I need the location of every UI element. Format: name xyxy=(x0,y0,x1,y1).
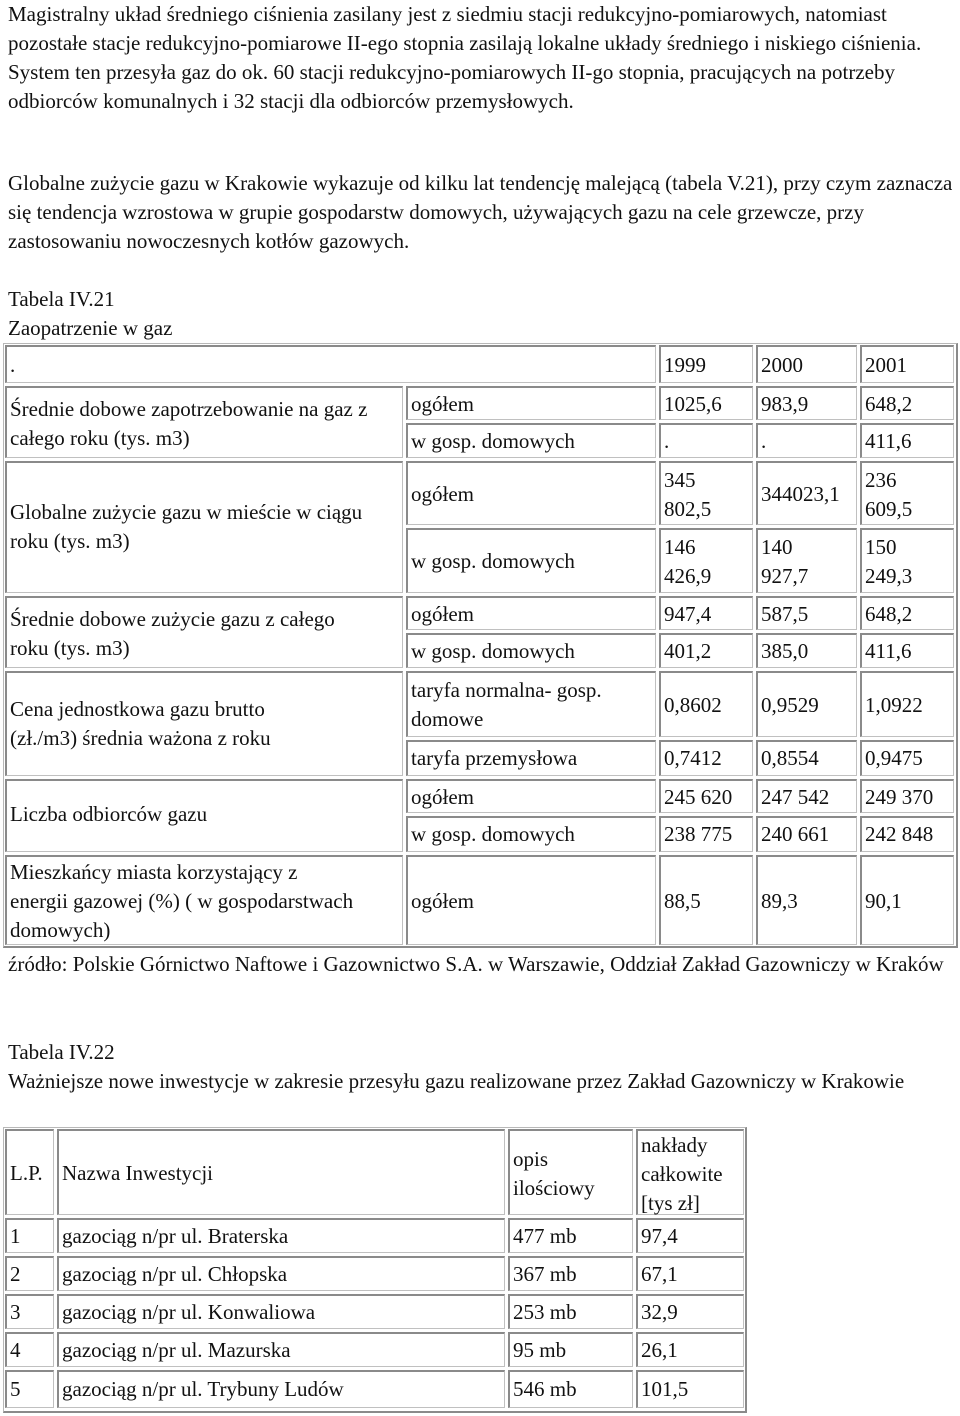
value: 1025,6 xyxy=(664,392,722,416)
subrow-type-cell xyxy=(406,633,656,668)
value-cell xyxy=(756,386,857,420)
subrow-type-cell xyxy=(406,671,656,737)
table-cell xyxy=(5,1370,54,1408)
table-header-cell xyxy=(860,345,954,383)
value: 146 426,9 xyxy=(664,535,712,588)
value: 587,5 xyxy=(761,602,809,626)
subrow-type-cell xyxy=(406,596,656,630)
table-cell xyxy=(636,1218,744,1253)
row-label: Globalne zużycie gazu w mieście w ciągu roku (tys. m3) xyxy=(10,500,363,553)
value: 1,0922 xyxy=(865,693,923,717)
year-header: 1999 xyxy=(664,353,706,377)
subrow-type: ogółem xyxy=(411,602,474,626)
subrow-type: ogółem xyxy=(411,889,474,913)
value-cell xyxy=(860,633,954,668)
subrow-type-cell xyxy=(406,855,656,945)
quantity: 477 mb xyxy=(513,1224,577,1248)
value-cell xyxy=(756,461,857,525)
table21-source: źródło: Polskie Górnictwo Naftowe i Gazownictwo S.A. w Warszawie, Oddział Zakład Gazowniczy w Kraków xyxy=(8,952,944,976)
value-cell xyxy=(659,633,753,668)
column-header: Nazwa Inwestycji xyxy=(62,1161,214,1185)
subrow-type: w gosp. domowych xyxy=(411,639,575,663)
year-header: 2000 xyxy=(761,353,803,377)
value-cell xyxy=(659,461,753,525)
value-cell xyxy=(659,855,753,945)
table-header-cell xyxy=(756,345,857,383)
value-cell xyxy=(860,461,954,525)
cost: 97,4 xyxy=(641,1224,678,1248)
value: 648,2 xyxy=(865,392,913,416)
table-cell xyxy=(5,1218,54,1253)
value: 238 775 xyxy=(664,822,733,846)
year-header: 2001 xyxy=(865,353,907,377)
table-header-cell xyxy=(508,1129,633,1215)
table-cell xyxy=(508,1332,633,1367)
value: 245 620 xyxy=(664,785,733,809)
table-cell xyxy=(508,1218,633,1253)
value-cell xyxy=(659,779,753,813)
value-cell xyxy=(756,816,857,852)
table-investments xyxy=(3,1127,747,1413)
row-label: Średnie dobowe zużycie gazu z całego roku (tys. m3) xyxy=(10,607,335,660)
value: 344023,1 xyxy=(761,482,840,506)
value-cell xyxy=(756,740,857,776)
value-cell xyxy=(659,671,753,737)
table-cell xyxy=(636,1332,744,1367)
cost: 26,1 xyxy=(641,1338,678,1362)
subrow-type: taryfa przemysłowa xyxy=(411,746,578,770)
value: 240 661 xyxy=(761,822,830,846)
value: 140 927,7 xyxy=(761,535,809,588)
subrow-type: ogółem xyxy=(411,482,474,506)
value-cell xyxy=(756,855,857,945)
subrow-type: ogółem xyxy=(411,785,474,809)
subrow-type: w gosp. domowych xyxy=(411,429,575,453)
value: 88,5 xyxy=(664,889,701,913)
value-cell xyxy=(860,596,954,630)
value: 401,2 xyxy=(664,639,712,663)
table-header-cell xyxy=(5,1129,54,1215)
table-corner-mark: . xyxy=(10,353,16,377)
row-label-cell xyxy=(5,596,403,668)
intro-paragraph-2: Globalne zużycie gazu w Krakowie wykazuje od kilku lat tendencję malejącą (tabela V.21), przy czym zaznacza się tendencja wzrostowa w grupie gospodarstw domowych, używających gazu na cele grzewcze, przy zastosowaniu nowoczesnych kotłów gazowych. xyxy=(8,171,953,253)
table-gas-supply xyxy=(3,343,958,948)
row-label-cell xyxy=(5,779,403,852)
value-cell xyxy=(860,386,954,420)
row-label-cell xyxy=(5,671,403,776)
row-label-cell xyxy=(5,461,403,593)
value-cell xyxy=(860,528,954,593)
investment-name: gazociąg n/pr ul. Trybuny Ludów xyxy=(62,1377,344,1401)
table22-title: Ważniejsze nowe inwestycje w zakresie przesyłu gazu realizowane przez Zakład Gazowniczy w Krakowie xyxy=(8,1069,905,1093)
row-label: Średnie dobowe zapotrzebowanie na gaz z całego roku (tys. m3) xyxy=(10,397,368,450)
value-cell xyxy=(659,386,753,420)
table-cell xyxy=(57,1294,505,1329)
subrow-type: ogółem xyxy=(411,392,474,416)
value-cell xyxy=(659,816,753,852)
quantity: 367 mb xyxy=(513,1262,577,1286)
investment-name: gazociąg n/pr ul. Braterska xyxy=(62,1224,289,1248)
table-header-cell xyxy=(5,345,656,383)
intro-paragraph-1: Magistralny układ średniego ciśnienia zasilany jest z siedmiu stacji redukcyjno-pomiarowych, natomiast pozostałe stacje redukcyjno-pomiarowe II-ego stopnia zasilają lokalne układy średniego i niskiego ciśnienia. System ten przesyła gaz do ok. 60 stacji redukcyjno-pomiarowych II-go stopnia, pracujących na potrzeby odbiorców komunalnych i 32 stacji dla odbiorców przemysłowych. xyxy=(8,2,922,113)
value: 0,8602 xyxy=(664,693,722,717)
subrow-type-cell xyxy=(406,528,656,593)
value-cell xyxy=(659,740,753,776)
subrow-type-cell xyxy=(406,779,656,813)
subrow-type-cell xyxy=(406,386,656,420)
row-label: Mieszkańcy miasta korzystający z energii gazowej (%) ( w gospodarstwach domowych) xyxy=(10,860,354,942)
value: 385,0 xyxy=(761,639,809,663)
value: 345 802,5 xyxy=(664,468,712,521)
value: . xyxy=(664,429,670,453)
table-cell xyxy=(508,1294,633,1329)
row-number: 1 xyxy=(10,1224,21,1248)
value-cell xyxy=(860,671,954,737)
value: . xyxy=(761,429,767,453)
column-header: opis ilościowy xyxy=(513,1147,595,1200)
value-cell xyxy=(756,633,857,668)
column-header: L.P. xyxy=(10,1161,43,1185)
value: 90,1 xyxy=(865,889,902,913)
subrow-type-cell xyxy=(406,461,656,525)
table-cell xyxy=(57,1218,505,1253)
investment-name: gazociąg n/pr ul. Mazurska xyxy=(62,1338,291,1362)
row-number: 2 xyxy=(10,1262,21,1286)
subrow-type: w gosp. domowych xyxy=(411,822,575,846)
row-number: 5 xyxy=(10,1377,21,1401)
table-cell xyxy=(508,1370,633,1408)
value: 947,4 xyxy=(664,602,712,626)
value-cell xyxy=(756,528,857,593)
value-cell xyxy=(860,779,954,813)
value-cell xyxy=(659,423,753,458)
value: 0,9475 xyxy=(865,746,923,770)
table-header-cell xyxy=(659,345,753,383)
quantity: 546 mb xyxy=(513,1377,577,1401)
table-cell xyxy=(636,1256,744,1291)
table21-label: Tabela IV.21 xyxy=(8,287,115,311)
value-cell xyxy=(860,816,954,852)
table22-label: Tabela IV.22 xyxy=(8,1040,115,1064)
table-cell xyxy=(5,1332,54,1367)
cost: 32,9 xyxy=(641,1300,678,1324)
table-cell xyxy=(57,1370,505,1408)
value: 150 249,3 xyxy=(865,535,913,588)
row-number: 4 xyxy=(10,1338,21,1362)
subrow-type-cell xyxy=(406,816,656,852)
value: 0,7412 xyxy=(664,746,722,770)
quantity: 253 mb xyxy=(513,1300,577,1324)
quantity: 95 mb xyxy=(513,1338,567,1362)
table-cell xyxy=(508,1256,633,1291)
value-cell xyxy=(756,779,857,813)
value-cell xyxy=(756,671,857,737)
value: 411,6 xyxy=(865,429,912,453)
row-label: Liczba odbiorców gazu xyxy=(10,802,208,826)
value: 411,6 xyxy=(865,639,912,663)
subrow-type-cell xyxy=(406,740,656,776)
table-header-cell xyxy=(57,1129,505,1215)
value: 247 542 xyxy=(761,785,830,809)
value-cell xyxy=(860,855,954,945)
table21-title: Zaopatrzenie w gaz xyxy=(8,316,173,340)
row-number: 3 xyxy=(10,1300,21,1324)
cost: 101,5 xyxy=(641,1377,689,1401)
value-cell xyxy=(659,596,753,630)
value: 236 609,5 xyxy=(865,468,913,521)
table-cell xyxy=(57,1256,505,1291)
cost: 67,1 xyxy=(641,1262,678,1286)
value: 89,3 xyxy=(761,889,798,913)
value-cell xyxy=(756,596,857,630)
subrow-type: taryfa normalna- gosp. domowe xyxy=(411,678,602,731)
table-cell xyxy=(636,1294,744,1329)
investment-name: gazociąg n/pr ul. Chłopska xyxy=(62,1262,288,1286)
table-cell xyxy=(5,1256,54,1291)
value-cell xyxy=(860,423,954,458)
row-label-cell xyxy=(5,855,403,945)
subrow-type: w gosp. domowych xyxy=(411,549,575,573)
table-header-cell xyxy=(636,1129,744,1215)
table-cell xyxy=(5,1294,54,1329)
value: 0,8554 xyxy=(761,746,819,770)
value: 0,9529 xyxy=(761,693,819,717)
value-cell xyxy=(659,528,753,593)
row-label-cell xyxy=(5,386,403,458)
table-cell xyxy=(57,1332,505,1367)
value-cell xyxy=(756,423,857,458)
subrow-type-cell xyxy=(406,423,656,458)
investment-name: gazociąg n/pr ul. Konwaliowa xyxy=(62,1300,316,1324)
column-header: nakłady całkowite [tys zł] xyxy=(641,1133,723,1215)
value-cell xyxy=(860,740,954,776)
value: 983,9 xyxy=(761,392,809,416)
row-label: Cena jednostkowa gazu brutto (zł./m3) średnia ważona z roku xyxy=(10,697,271,750)
value: 648,2 xyxy=(865,602,913,626)
value: 242 848 xyxy=(865,822,934,846)
table-cell xyxy=(636,1370,744,1408)
value: 249 370 xyxy=(865,785,934,809)
